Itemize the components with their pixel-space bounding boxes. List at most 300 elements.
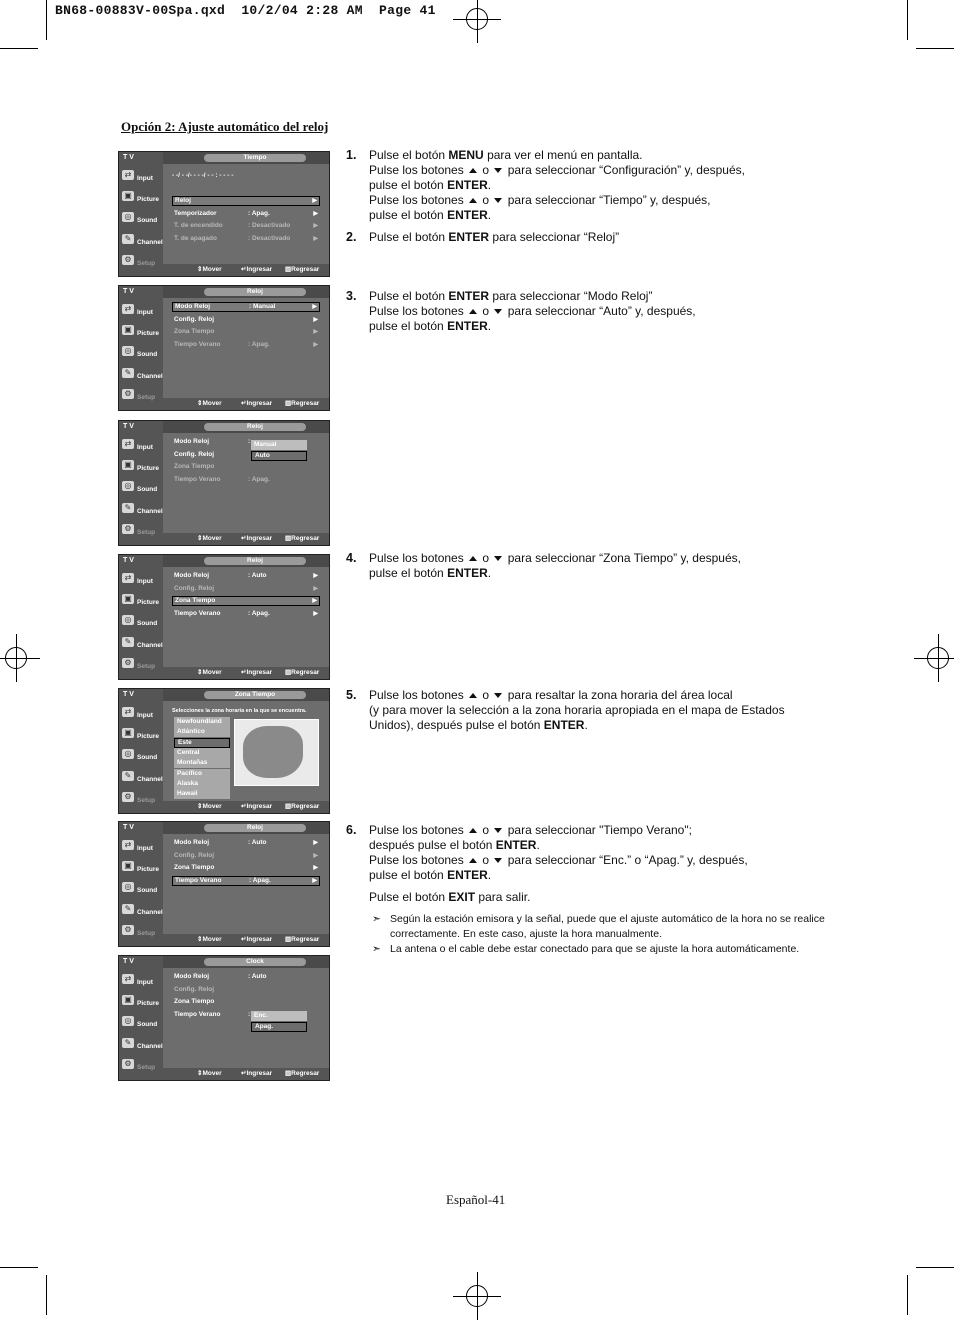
enter-icon: ↵ <box>241 535 247 542</box>
step-text: para seleccionar “Reloj” <box>489 230 620 244</box>
return-hint-label: Regresar <box>291 669 320 676</box>
crop-mark <box>46 1275 47 1315</box>
step-number: 1. <box>346 148 357 162</box>
side-menu-item-channel[interactable] <box>121 635 163 654</box>
menu-option-row[interactable] <box>172 876 320 886</box>
down-arrow-icon <box>494 309 502 314</box>
enter-hint-label: Ingresar <box>246 803 273 810</box>
step-text: pulse el botón <box>369 178 448 192</box>
move-hint <box>197 264 222 276</box>
side-menu-item-sound[interactable] <box>121 479 163 498</box>
crop-mark <box>907 0 908 40</box>
side-menu-item-setup[interactable] <box>121 790 163 809</box>
menu-option-row[interactable] <box>172 571 320 581</box>
chevron-right-icon: ▶ <box>312 198 317 204</box>
input-icon: ⇄ <box>122 840 134 850</box>
down-arrow-icon <box>494 168 502 173</box>
chevron-right-icon: ▶ <box>312 877 317 884</box>
option-value: : Auto <box>248 973 267 980</box>
key-name: ENTER <box>447 178 488 192</box>
dropdown-option[interactable]: Manual <box>251 440 307 450</box>
time-zone-option[interactable]: Alaska <box>174 779 230 789</box>
option-name: Config. Reloj <box>174 584 215 592</box>
tv-label: T V <box>123 824 134 831</box>
time-zone-option[interactable]: Este <box>174 738 230 748</box>
chevron-right-icon: ▶ <box>313 585 318 592</box>
dropdown-option[interactable]: Enc. <box>251 1011 307 1021</box>
file-header: BN68-00883V-00Spa.qxd 10/2/04 2:28 AM Page 41 <box>55 3 436 18</box>
step-text: Pulse los botones <box>369 193 464 207</box>
channel-icon: ✎ <box>122 637 134 647</box>
step-text: para seleccionar “Enc.” o “Apag.” y, después, <box>504 853 748 867</box>
menu-option-row[interactable] <box>172 863 320 873</box>
step-text: . <box>487 868 492 882</box>
side-menu-label: Sound <box>137 754 158 761</box>
sound-icon: ◎ <box>122 882 134 892</box>
option-name: Modo Reloj <box>174 839 210 846</box>
key-name: ENTER <box>448 289 490 303</box>
side-menu-label: Channel <box>137 508 163 515</box>
return-hint-label: Regresar <box>291 266 320 273</box>
time-zone-option[interactable]: Newfoundland <box>174 717 230 727</box>
side-menu-label: Input <box>137 309 153 316</box>
registration-mark-icon <box>927 647 949 669</box>
step-text: o <box>479 193 493 207</box>
menu-option-row[interactable] <box>172 985 320 995</box>
time-zone-option[interactable]: Pacífico <box>174 769 230 779</box>
input-icon: ⇄ <box>122 573 134 583</box>
side-menu-label: Picture <box>137 866 160 873</box>
setup-icon: ⚙ <box>122 658 134 668</box>
updown-icon: ⇕ <box>197 803 203 810</box>
move-hint <box>197 533 222 545</box>
option-value: : Auto <box>248 572 267 579</box>
sound-icon: ◎ <box>122 615 134 625</box>
side-menu-item-channel[interactable] <box>121 769 163 788</box>
step-number: 5. <box>346 688 357 702</box>
option-name: Tiempo Verano <box>175 876 222 884</box>
option-name: Tiempo Verano <box>174 340 221 348</box>
key-name: EXIT <box>448 890 476 904</box>
updown-icon: ⇕ <box>197 535 203 542</box>
setup-icon: ⚙ <box>122 255 134 265</box>
us-map-shape <box>243 726 303 778</box>
return-icon: ▥ <box>285 936 292 943</box>
chevron-right-icon: ▶ <box>312 598 317 604</box>
side-menu-item-sound[interactable] <box>121 1014 163 1033</box>
side-menu-item-picture[interactable] <box>121 189 163 208</box>
setup-icon: ⚙ <box>122 792 134 802</box>
option-name: Config. Reloj <box>174 851 215 859</box>
time-zone-option[interactable]: Montañas <box>174 758 230 768</box>
side-menu-item-picture[interactable] <box>121 458 163 477</box>
return-hint <box>285 801 319 813</box>
menu-option-row[interactable] <box>172 475 320 485</box>
updown-icon: ⇕ <box>197 266 203 273</box>
option-value: : <box>248 1010 251 1018</box>
step-number: 6. <box>346 823 357 837</box>
move-hint-label: Mover <box>202 803 222 810</box>
note-arrow-icon: ➣ <box>372 943 381 955</box>
step-text: . <box>487 566 492 580</box>
side-menu-item-sound[interactable] <box>121 210 163 229</box>
menu-bottom-bar <box>163 667 329 679</box>
step-text: pulse el botón <box>369 208 448 222</box>
enter-icon: ↵ <box>241 936 247 943</box>
side-menu-item-picture[interactable] <box>121 993 163 1012</box>
time-zone-option[interactable]: Central <box>174 748 230 758</box>
picture-icon: ▣ <box>122 728 134 738</box>
step-text: pulse el botón <box>369 566 448 580</box>
menu-option-row[interactable] <box>172 584 320 594</box>
side-menu-item-setup[interactable] <box>121 387 163 406</box>
down-arrow-icon <box>494 556 502 561</box>
move-hint-label: Mover <box>202 1070 222 1077</box>
enter-hint <box>241 934 272 946</box>
sound-icon: ◎ <box>122 212 134 222</box>
up-arrow-icon <box>469 828 477 833</box>
return-icon: ▥ <box>285 1070 292 1077</box>
side-menu-label: Sound <box>137 351 158 358</box>
menu-option-row[interactable] <box>172 462 320 472</box>
step-text: o <box>479 688 493 702</box>
move-hint-label: Mover <box>202 936 222 943</box>
option-name: Zona Tiempo <box>174 864 215 871</box>
up-arrow-icon <box>469 168 477 173</box>
input-icon: ⇄ <box>122 439 134 449</box>
side-menu-item-setup[interactable] <box>121 1057 163 1076</box>
input-icon: ⇄ <box>122 974 134 984</box>
tv-menu-screen <box>118 688 330 814</box>
side-menu-label: Setup <box>137 797 156 804</box>
side-menu-item-channel[interactable] <box>121 232 163 251</box>
dropdown-option[interactable]: Auto <box>251 451 307 461</box>
side-menu-item-sound[interactable] <box>121 747 163 766</box>
section-title: Opción 2: Ajuste automático del reloj <box>121 119 329 134</box>
enter-hint <box>241 264 272 276</box>
option-name: Zona Tiempo <box>174 328 215 335</box>
return-hint-label: Regresar <box>291 803 320 810</box>
side-menu-item-channel[interactable] <box>121 902 163 921</box>
step-text: para seleccionar "Tiempo Verano"; <box>504 823 692 837</box>
step-text: para seleccionar “Configuración” y, después, <box>504 163 745 177</box>
option-name: Config. Reloj <box>174 985 215 993</box>
registration-mark-icon <box>5 647 27 669</box>
sound-icon: ◎ <box>122 346 134 356</box>
time-zone-option[interactable]: Hawaii <box>174 789 230 799</box>
return-icon: ▥ <box>285 535 292 542</box>
enter-icon: ↵ <box>241 400 247 407</box>
dropdown-option[interactable]: Apag. <box>251 1022 307 1032</box>
option-name: T. de apagado <box>174 234 217 242</box>
menu-title: Reloj <box>204 824 306 832</box>
menu-title: Reloj <box>204 288 306 296</box>
tv-menu-screen <box>118 554 330 680</box>
side-menu-label: Setup <box>137 663 156 670</box>
updown-icon: ⇕ <box>197 1070 203 1077</box>
enter-hint-label: Ingresar <box>246 535 273 542</box>
side-menu-item-input[interactable] <box>121 302 163 321</box>
menu-bottom-bar <box>163 801 329 813</box>
key-name: ENTER <box>543 718 585 732</box>
sound-icon: ◎ <box>122 1016 134 1026</box>
menu-bottom-bar <box>163 533 329 545</box>
side-menu-item-input[interactable] <box>121 705 163 724</box>
menu-option-row[interactable] <box>172 302 320 312</box>
step-text: Pulse los botones <box>369 823 464 837</box>
side-menu-item-setup[interactable] <box>121 522 163 541</box>
return-hint <box>285 934 319 946</box>
tv-menu-screen <box>118 420 330 546</box>
chevron-right-icon: ▶ <box>313 865 318 871</box>
menu-option-row[interactable] <box>172 851 320 861</box>
step-text: Pulse el botón <box>369 890 449 904</box>
side-menu-label: Picture <box>137 599 160 606</box>
return-icon: ▥ <box>285 803 292 810</box>
updown-icon: ⇕ <box>197 669 203 676</box>
enter-hint <box>241 801 272 813</box>
down-arrow-icon <box>494 828 502 833</box>
menu-title: Clock <box>204 958 306 966</box>
side-menu-item-picture[interactable] <box>121 323 163 342</box>
side-menu-item-sound[interactable] <box>121 613 163 632</box>
option-name: Zona Tiempo <box>174 463 215 470</box>
registration-mark-icon <box>466 8 488 30</box>
move-hint <box>197 398 222 410</box>
menu-option-row[interactable] <box>172 327 320 337</box>
side-menu-label: Sound <box>137 1021 158 1028</box>
option-value: : Apag. <box>248 209 270 217</box>
move-hint <box>197 934 222 946</box>
side-menu-label: Sound <box>137 620 158 627</box>
option-name: Modo Reloj <box>174 438 210 445</box>
chevron-right-icon: ▶ <box>313 235 318 242</box>
return-icon: ▥ <box>285 669 292 676</box>
side-menu-label: Channel <box>137 776 163 783</box>
crop-mark <box>907 1275 908 1315</box>
chevron-right-icon: ▶ <box>313 573 318 579</box>
updown-icon: ⇕ <box>197 400 203 407</box>
crop-mark <box>916 1267 954 1268</box>
side-menu-item-input[interactable] <box>121 838 163 857</box>
move-hint-label: Mover <box>202 669 222 676</box>
crop-mark <box>916 48 954 49</box>
channel-icon: ✎ <box>122 234 134 244</box>
chevron-right-icon: ▶ <box>313 210 318 217</box>
crop-mark <box>46 0 47 40</box>
option-name: Config. Reloj <box>174 315 215 323</box>
step-text: o <box>479 853 493 867</box>
clock-time: - -/ - -/- - - -/ - - : - - - - <box>172 172 234 179</box>
side-menu-label: Input <box>137 175 153 182</box>
enter-hint <box>241 667 272 679</box>
input-icon: ⇄ <box>122 304 134 314</box>
down-arrow-icon <box>494 693 502 698</box>
side-menu-item-sound[interactable] <box>121 344 163 363</box>
step-text: Pulse los botones <box>369 551 464 565</box>
option-name: Tiempo Verano <box>174 1010 221 1018</box>
crop-mark <box>0 48 38 49</box>
menu-option-row[interactable] <box>172 972 320 982</box>
step-text: . <box>487 178 492 192</box>
side-menu-item-setup[interactable] <box>121 253 163 272</box>
option-name: Tiempo Verano <box>174 609 221 617</box>
return-hint <box>285 533 319 545</box>
side-menu-item-input[interactable] <box>121 972 163 991</box>
side-menu-label: Setup <box>137 394 156 401</box>
note-text: La antena o el cable debe estar conectado para que se ajuste la hora automáticamente. <box>390 943 800 955</box>
step-text: Pulse los botones <box>369 853 464 867</box>
step-text: pulse el botón <box>369 868 448 882</box>
side-menu-label: Input <box>137 444 153 451</box>
chevron-right-icon: ▶ <box>313 316 318 323</box>
step-text: Pulse el botón <box>369 289 449 303</box>
enter-hint-label: Ingresar <box>246 400 273 407</box>
side-menu-label: Setup <box>137 1064 156 1071</box>
up-arrow-icon <box>469 198 477 203</box>
note-arrow-icon: ➣ <box>372 913 381 925</box>
menu-option-row[interactable] <box>172 315 320 325</box>
sound-icon: ◎ <box>122 481 134 491</box>
menu-title: Reloj <box>204 423 306 431</box>
channel-icon: ✎ <box>122 771 134 781</box>
option-name: T. de encendido <box>174 222 223 229</box>
side-menu-item-setup[interactable] <box>121 923 163 942</box>
step-text: pulse el botón <box>369 319 448 333</box>
side-menu-item-channel[interactable] <box>121 1036 163 1055</box>
option-name: Tiempo Verano <box>174 475 221 483</box>
key-name: MENU <box>448 148 484 162</box>
move-hint <box>197 801 222 813</box>
step-text: . <box>536 838 540 852</box>
side-menu-item-picture[interactable] <box>121 726 163 745</box>
enter-icon: ↵ <box>241 1070 247 1077</box>
menu-title: Reloj <box>204 557 306 565</box>
side-menu-label: Input <box>137 712 153 719</box>
option-value: : Apag. <box>248 340 270 348</box>
step-text: Pulse los botones <box>369 688 464 702</box>
option-value: : Desactivado <box>248 222 291 229</box>
menu-option-row[interactable] <box>172 997 320 1007</box>
page-footer: Español-41 <box>446 1192 506 1207</box>
step-text: para seleccionar “Tiempo” y, después, <box>504 193 711 207</box>
registration-mark-icon <box>466 1285 488 1307</box>
menu-option-row[interactable] <box>172 221 320 231</box>
chevron-right-icon: ▶ <box>313 840 318 846</box>
tv-menu-screen <box>118 955 330 1081</box>
picture-icon: ▣ <box>122 460 134 470</box>
menu-option-row[interactable] <box>172 596 320 606</box>
option-name: Config. Reloj <box>174 450 215 458</box>
step-number: 3. <box>346 289 357 303</box>
side-menu-label: Setup <box>137 260 156 267</box>
step-text: Pulse los botones <box>369 163 464 177</box>
step-text: . <box>487 208 492 222</box>
menu-option-row[interactable] <box>172 838 320 848</box>
input-icon: ⇄ <box>122 707 134 717</box>
side-menu-label: Picture <box>137 1000 160 1007</box>
step-text: para seleccionar “Zona Tiempo” y, después, <box>504 551 741 565</box>
move-hint-label: Mover <box>202 535 222 542</box>
return-hint-label: Regresar <box>291 400 320 407</box>
side-menu-label: Sound <box>137 486 158 493</box>
side-menu-label: Picture <box>137 733 160 740</box>
side-menu-item-picture[interactable] <box>121 592 163 611</box>
key-name: ENTER <box>495 838 537 852</box>
side-menu-item-picture[interactable] <box>121 859 163 878</box>
menu-option-row[interactable] <box>172 609 320 619</box>
tv-menu-screen <box>118 151 330 277</box>
time-zone-map <box>234 719 319 786</box>
option-name: Zona Tiempo <box>174 998 215 1005</box>
side-menu-item-input[interactable] <box>121 571 163 590</box>
option-name: Modo Reloj <box>174 973 210 980</box>
option-value: : Apag. <box>248 475 270 483</box>
step-text: . <box>487 319 492 333</box>
step-text: o <box>479 823 493 837</box>
key-name: ENTER <box>447 319 488 333</box>
picture-icon: ▣ <box>122 325 134 335</box>
enter-hint <box>241 398 272 410</box>
channel-icon: ✎ <box>122 1038 134 1048</box>
channel-icon: ✎ <box>122 503 134 513</box>
menu-option-row[interactable] <box>172 196 320 206</box>
step-text: para salir. <box>475 890 531 904</box>
enter-hint <box>241 533 272 545</box>
channel-icon: ✎ <box>122 368 134 378</box>
menu-option-row[interactable] <box>172 340 320 350</box>
menu-option-row[interactable] <box>172 209 320 219</box>
side-menu-item-channel[interactable] <box>121 501 163 520</box>
tv-label: T V <box>123 557 134 564</box>
key-name: ENTER <box>447 208 488 222</box>
tv-label: T V <box>123 288 134 295</box>
return-hint <box>285 264 319 276</box>
side-menu-item-sound[interactable] <box>121 880 163 899</box>
step-text: . <box>584 718 588 732</box>
step-text: o <box>479 163 493 177</box>
step-text: para seleccionar “Auto” y, después, <box>504 304 696 318</box>
input-icon: ⇄ <box>122 170 134 180</box>
chevron-right-icon: ▶ <box>313 610 318 617</box>
chevron-right-icon: ▶ <box>313 341 318 348</box>
option-name: Modo Reloj <box>174 572 210 579</box>
step-text: Pulse el botón <box>369 230 449 244</box>
step-number: 2. <box>346 230 357 244</box>
option-name: Reloj <box>175 197 191 204</box>
option-value: : Desactivado <box>248 234 291 242</box>
menu-option-row[interactable] <box>172 234 320 244</box>
key-name: ENTER <box>448 230 490 244</box>
side-menu-item-input[interactable] <box>121 437 163 456</box>
side-menu-item-setup[interactable] <box>121 656 163 675</box>
side-menu-item-channel[interactable] <box>121 366 163 385</box>
enter-hint-label: Ingresar <box>246 1070 273 1077</box>
picture-icon: ▣ <box>122 191 134 201</box>
enter-hint-label: Ingresar <box>246 936 273 943</box>
time-zone-option[interactable]: Atlántico <box>174 727 230 737</box>
option-value: : Auto <box>248 839 267 846</box>
return-hint-label: Regresar <box>291 936 320 943</box>
side-menu-item-input[interactable] <box>121 168 163 187</box>
move-hint <box>197 1068 222 1080</box>
step-text: para ver el menú en pantalla. <box>483 148 643 162</box>
option-value: : Apag. <box>249 876 271 884</box>
side-menu-label: Channel <box>137 909 163 916</box>
enter-hint <box>241 1068 272 1080</box>
setup-icon: ⚙ <box>122 389 134 399</box>
move-hint-label: Mover <box>202 400 222 407</box>
